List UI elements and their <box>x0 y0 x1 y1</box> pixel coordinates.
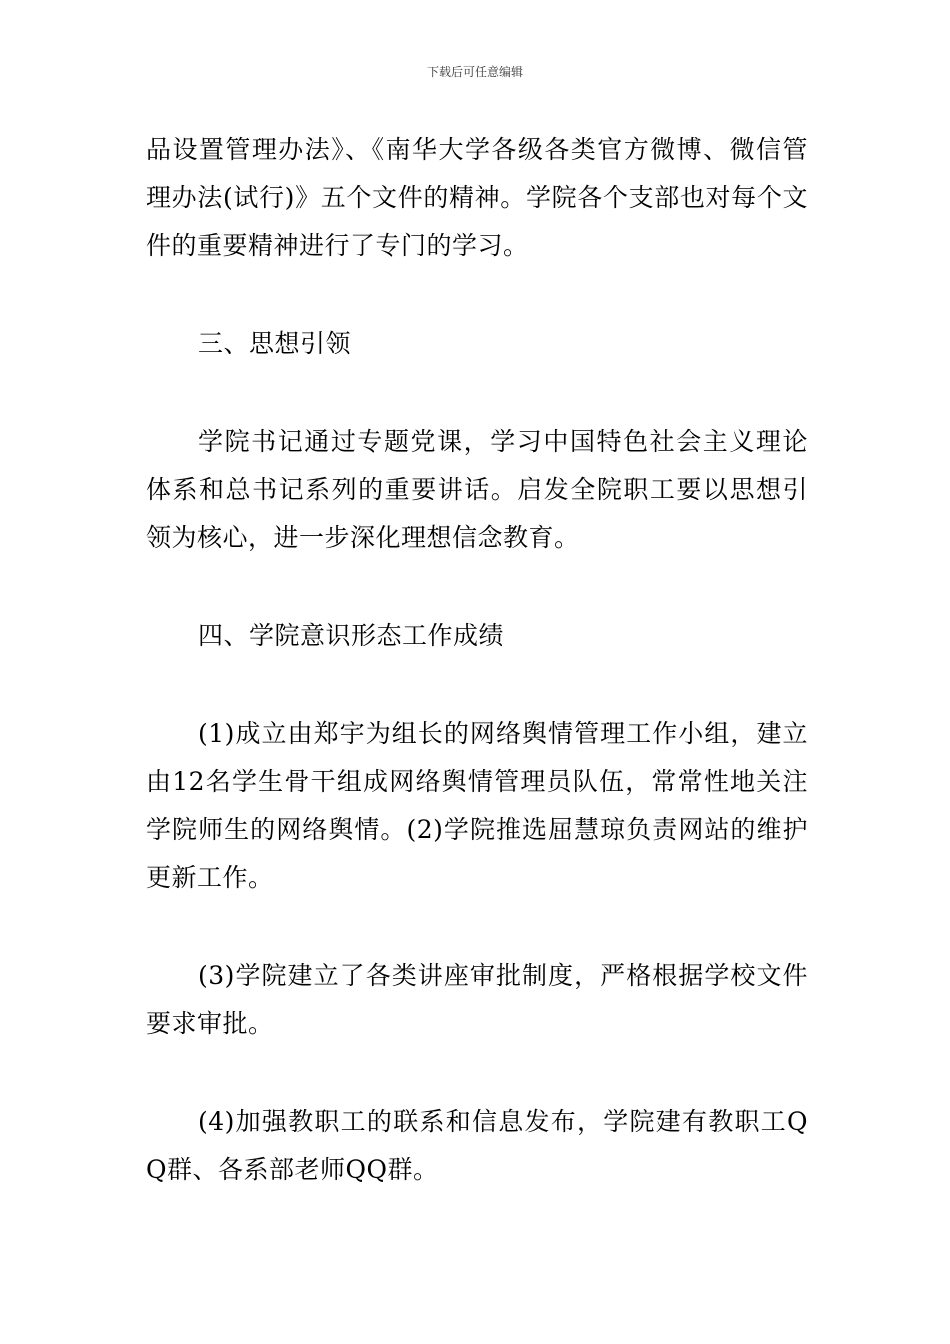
document-body <box>146 126 808 1194</box>
section-heading-three: 三、思想引领 <box>198 329 352 358</box>
paragraph-thought-leading: 学院书记通过专题党课，学习中国特色社会主义理论体系和总书记系列的重要讲话。启发全院职工要以思想引领为核心，进一步深化理想信念教育。 <box>146 427 808 552</box>
page-header: 下载后可任意编辑 <box>426 65 523 79</box>
section-heading-four: 四、学院意识形态工作成绩 <box>198 621 505 650</box>
paragraph-continued: 品设置管理办法》、《南华大学各级各类官方微博、微信管理办法(试行)》五个文件的精神。学院各个支部也对每个文件的重要精神进行了专门的学习。 <box>146 135 808 260</box>
list-item-3: (3)学院建立了各类讲座审批制度，严格根据学校文件要求审批。 <box>146 961 808 1038</box>
list-item-1-2: (1)成立由郑宇为组长的网络舆情管理工作小组，建立由12名学生骨干组成网络舆情管理员队伍，常常性地关注学院师生的网络舆情。(2)学院推选屈慧琼负责网站的维护更新工作。 <box>146 719 808 892</box>
list-item-4: (4)加强教职工的联系和信息发布，学院建有教职工QQ群、各系部老师QQ群。 <box>146 1107 808 1184</box>
